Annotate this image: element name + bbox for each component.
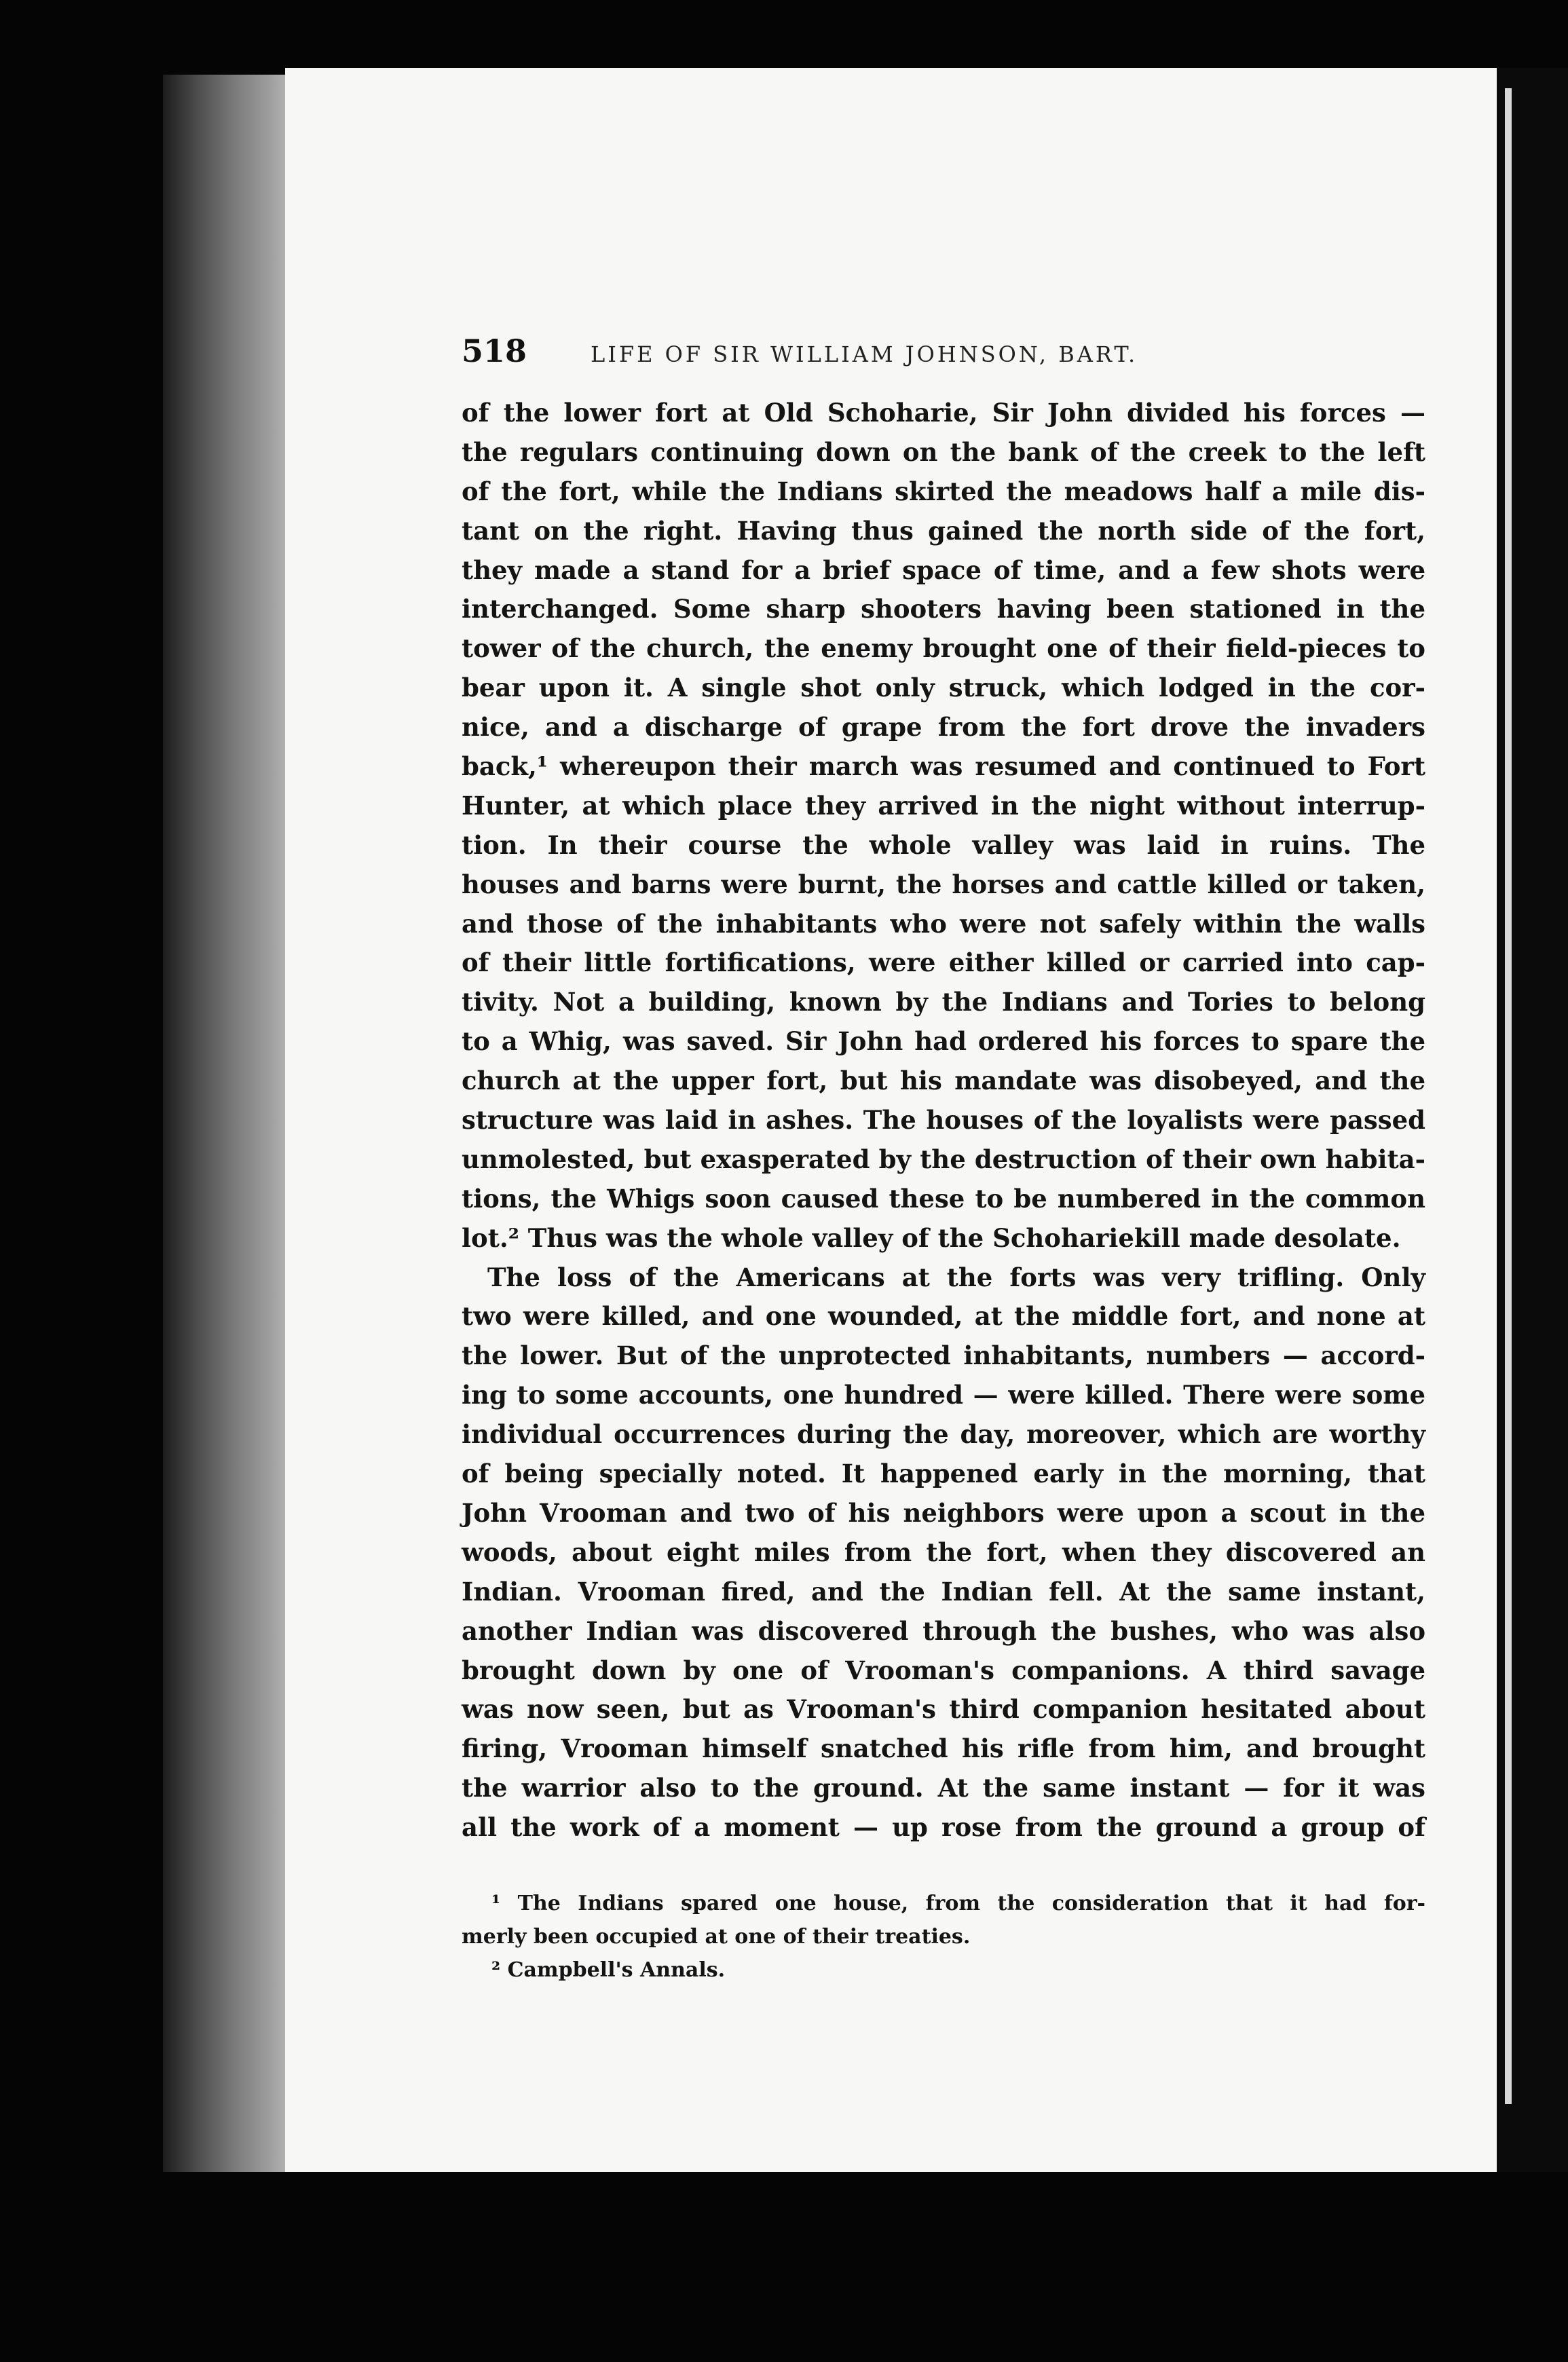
text-line: church at the upper fort, but his mandate was disobeyed, and the [462,1066,1425,1096]
book-gutter-edge [163,75,292,2172]
text-line: to a Whig, was saved. Sir John had ordered his forces to spare the [462,1026,1425,1057]
text-line: they made a stand for a brief space of time, and a few shots were [462,555,1425,585]
text-line: back,¹ whereupon their march was resumed and continued to Fort [462,751,1425,782]
text-line: tion. In their course the whole valley was laid in ruins. The [462,829,1425,860]
text-line: tions, the Whigs soon caused these to be numbered in the common [462,1183,1425,1214]
text-line: lot.² Thus was the whole valley of the Schohariekill made desolate. [462,1222,1401,1253]
text-line: ing to some accounts, one hundred — were killed. There were some [462,1380,1425,1410]
text-line: Indian. Vrooman fired, and the Indian fell. At the same instant, [462,1576,1425,1607]
text-line: woods, about eight miles from the fort, when they discovered an [462,1537,1425,1567]
text-line: the warrior also to the ground. At the same instant — for it was [462,1773,1425,1803]
page-number: 518 [462,333,527,369]
facing-page-edge [1497,68,1568,2172]
text-line: The loss of the Americans at the forts was very trifling. Only [487,1262,1425,1292]
text-line: structure was laid in ashes. The houses of the loyalists were passed [462,1105,1425,1136]
text-line: bear upon it. A single shot only struck, which lodged in the cor- [462,673,1425,703]
text-line: individual occurrences during the day, moreover, which are worthy [462,1419,1425,1450]
text-line: was now seen, but as Vrooman's third companion hesitated about [462,1694,1425,1725]
text-line: and those of the inhabitants who were not safely within the walls [462,908,1425,939]
text-line: all the work of a moment — up rose from the ground a group of [462,1812,1425,1843]
book-page [285,68,1497,2172]
footnote-line: ² Campbell's Annals. [491,1957,726,1982]
text-line: tivity. Not a building, known by the Indians and Tories to belong [462,987,1425,1017]
facing-page-sliver [1505,88,1512,2104]
text-line: brought down by one of Vrooman's companions. A third savage [462,1655,1425,1685]
running-head [462,333,1425,394]
text-line: another Indian was discovered through the bushes, who was also [462,1615,1425,1646]
running-title: LIFE OF SIR WILLIAM JOHNSON, BART. [591,341,1138,367]
page-body [462,333,1425,1987]
text-line: interchanged. Some sharp shooters having been stationed in the [462,594,1425,624]
text-line: of the lower fort at Old Schoharie, Sir John divided his forces — [462,398,1425,428]
text-line: of their little fortifications, were either killed or carried into cap- [462,948,1425,978]
text-line: the regulars continuing down on the bank of the creek to the left [462,436,1425,467]
body-text [462,394,1425,1848]
text-line: houses and barns were burnt, the horses and cattle killed or taken, [462,869,1425,899]
footnotes [462,1887,1425,1987]
text-line: Hunter, at which place they arrived in the night without interrup- [462,790,1425,821]
text-line: of the fort, while the Indians skirted the meadows half a mile dis- [462,476,1425,506]
text-line: of being specially noted. It happened early in the morning, that [462,1459,1425,1489]
text-line: John Vrooman and two of his neighbors were upon a scout in the [462,1497,1425,1528]
text-line: the lower. But of the unprotected inhabitants, numbers — accord- [462,1341,1425,1371]
text-line: tant on the right. Having thus gained the north side of the fort, [462,515,1425,546]
text-line: nice, and a discharge of grape from the fort drove the invaders [462,712,1425,743]
text-line: firing, Vrooman himself snatched his rifle from him, and brought [462,1733,1425,1764]
footnote-line: ¹ The Indians spared one house, from the consideration that it had for- [491,1891,1425,1915]
text-line: tower of the church, the enemy brought one of their field-pieces to [462,633,1425,664]
footnote-line: merly been occupied at one of their treaties. [462,1924,971,1949]
text-line: unmolested, but exasperated by the destruction of their own habita- [462,1144,1425,1174]
text-line: two were killed, and one wounded, at the middle fort, and none at [462,1301,1425,1332]
